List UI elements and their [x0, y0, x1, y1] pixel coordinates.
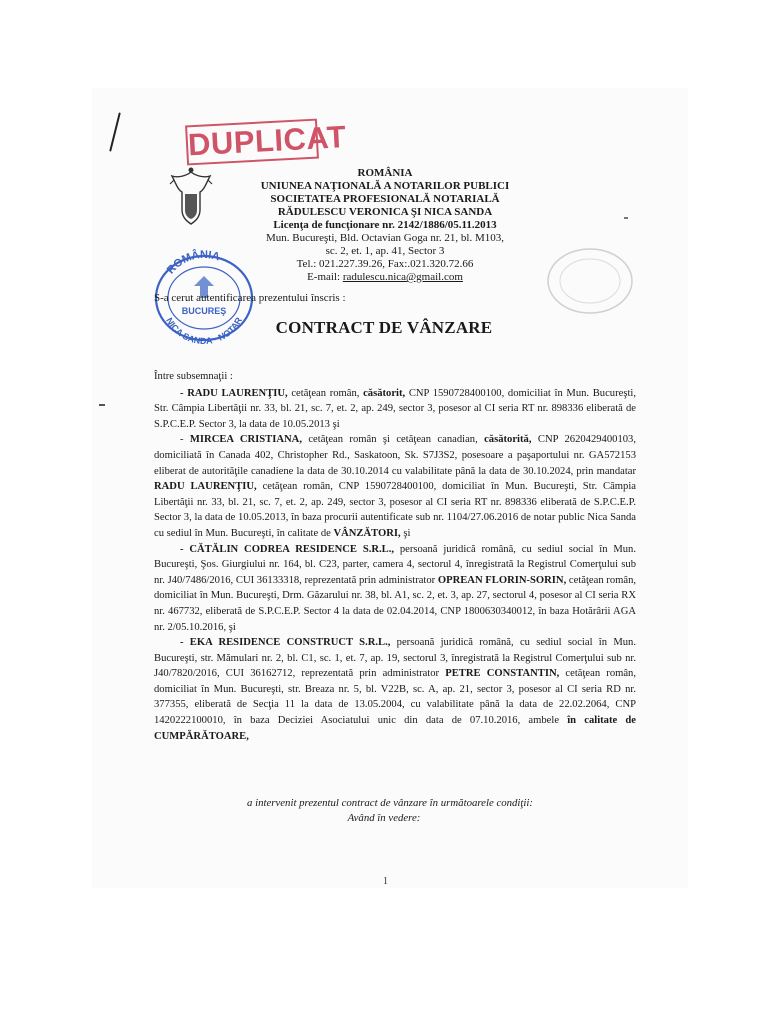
letterhead-society: SOCIETATEA PROFESIONALĂ NOTARIALĂ — [270, 193, 500, 205]
party-seller-2 — [154, 432, 636, 541]
party-name: MIRCEA CRISTIANA, — [189, 434, 302, 446]
party-text: cetăţean român, CNP 1590728400100, domiciliat în Mun. Bucureşti, Str. Câmpia Libertăţii nr. 33, bl. 21, sc. 7, et. 2, ap. 249, sector 3, posesor al CI seria RT nr. 898336 eliberată de S.P.C.E.P. Sector 3, la data de 10.05.2013, în baza procurii autentificate sub nr. 1104/27.06.2016 de notar public Nica Sanda cu sediul în Mun. Bucureşti, în calitate de — [154, 481, 636, 539]
party-text-bold: OPREAN FLORIN-SORIN, — [437, 574, 567, 586]
letterhead-address-1: Mun. Bucureşti, Bld. Octavian Goga nr. 21, bl. M103, — [265, 232, 504, 244]
parties-lead: Între subsemnaţii : — [154, 371, 233, 382]
party-text-bold: PETRE CONSTANTIN, — [445, 668, 560, 680]
document-title — [84, 318, 684, 338]
letterhead-license: Licenţa de funcţionare nr. 2142/1886/05.11.2013 — [273, 219, 497, 231]
seal-top-text: ROMÂNIA — [164, 248, 222, 277]
email-label: E-mail: — [307, 271, 343, 283]
party-text: CNP 1590728400100, domiciliat în Mun. Bucureşti, Str. Câmpia Libertăţii nr. 33, bl. 21, sc. 7, et. 2, ap. 249, sector 3, posesor al CI seria RT nr. 898336 eliberată de S.P.C.E.P. Sector 3, la data de 10.05.2013 şi — [154, 387, 636, 430]
party-text: cetăţean român, domiciliat în Mun. Bucureşti, Drm. Găzarului nr. 38, bl. A1, sc. 2, et. 3, ap. 27, sectorul 4, posesor al CI seria RX nr. 467732, eliberată de S.P.C.E.P. Sector 4 la data de 02.04.2014, CNP 1800630340012, în baza Hotărârii AGA nr. 2/05.10.2016, şi — [154, 574, 637, 633]
seal-bottom-text: NICA SANDA · NOTAR — [164, 315, 245, 346]
margin-dot — [99, 404, 105, 406]
party-name: - EKA RESIDENCE CONSTRUCT S.R.L., — [180, 637, 391, 649]
letterhead-email — [250, 271, 520, 284]
party-role: VÂNZĂTORI, — [333, 527, 401, 539]
coat-of-arms-icon — [168, 166, 214, 228]
party-text: cetăţean român, domiciliat în Mun. Bucureşti, str. Breaza nr. 5, bl. V22B, sc. A, ap. 21, sector 3, posesor al CI seria RD nr. 377355, eliberată de Secţia 11 la data de 13.05.2004, cu valabilitate până la data de 22.02.2064, CNP 1420222100010, în baza Deciziei Asociatului unic din data de 07.10.2016, ambele — [154, 668, 637, 727]
party-text: cetăţean român, — [287, 387, 364, 399]
party-name: - RADU LAURENŢIU, — [180, 387, 288, 399]
party-text-bold: căsătorită, — [484, 434, 532, 446]
letterhead-union: UNIUNEA NAŢIONALĂ A NOTARILOR PUBLICI — [260, 180, 510, 192]
party-text: cetăţean român şi cetăţean canadian, — [301, 434, 485, 446]
authentication-request: S-a cerut autentificarea prezentului înscris : — [154, 292, 346, 304]
contract-conditions-intro — [0, 796, 768, 826]
party-text-bold: RADU LAURENŢIU, — [154, 481, 257, 493]
party-name: - CĂTĂLIN CODREA RESIDENCE S.R.L., — [180, 543, 395, 555]
duplicat-stamp: DUPLICAT — [185, 119, 319, 166]
party-text: şi — [400, 527, 411, 539]
party-text: persoană juridică română, cu sediul social în Mun. Bucureşti, Şos. Giurgiului nr. 164, bl. C23, parter, camera 4, sectorul 4, înregistrată la Registrul Comerţului sub nr. J40/7486/2016, CUI 36133318, reprezentată prin administrator — [154, 543, 636, 586]
svg-text:ROMÂNIA — [165, 248, 221, 276]
notary-letterhead — [250, 167, 520, 284]
party-text: CNP 2620429400103, domiciliată în Canada 402, Christopher Rd., Saskatoon, Sk. S7J3S2, posesoare a paşaportului nr. GA572153 eliberat de autorităţile canadiene la data de 30.10.2014 cu valabilitate până la data de 30.10.2024, prin mandatar — [154, 434, 636, 477]
conditions-line: a intervenit prezentul contract de vânzare în următoarele condiţii: — [246, 797, 534, 809]
faint-seal-impression — [545, 246, 635, 316]
party-buyer-1 — [154, 542, 636, 636]
party-seller-1 — [154, 386, 636, 433]
party-buyer-2 — [154, 635, 636, 744]
letterhead-notaries: RĂDULESCU VERONICA ŞI NICA SANDA — [277, 206, 493, 218]
letterhead-address-2: sc. 2, et. 1, ap. 41, Sector 3 — [325, 245, 445, 257]
document-title-text: CONTRACT DE VÂNZARE — [275, 318, 493, 337]
page-number: 1 — [383, 876, 388, 887]
email-value: radulescu.nica@gmail.com — [342, 271, 463, 283]
party-role: în calitate de CUMPĂRĂTOARE, — [154, 715, 637, 742]
contract-body — [154, 369, 636, 744]
party-text: persoană juridică română, cu sediul social în Mun. Bucureşti, str. Mămulari nr. 2, bl. C1, sc. 1, et. 7, ap. 19, sectorul 3, înregistrată la Registrul Comerţului sub nr. J40/7820/2016, CUI 36162712, reprezentată prin administrator — [154, 637, 636, 680]
party-dash: - — [180, 434, 190, 446]
considering-line: Având în vedere: — [347, 812, 421, 824]
party-text-bold: căsătorit, — [363, 387, 406, 399]
letterhead-phone: Tel.: 021.227.39.26, Fax:.021.320.72.66 — [296, 258, 474, 270]
margin-dot — [624, 217, 628, 219]
seal-inner-text: BUCUREŞ — [181, 306, 227, 316]
letterhead-country: ROMÂNIA — [357, 167, 413, 179]
